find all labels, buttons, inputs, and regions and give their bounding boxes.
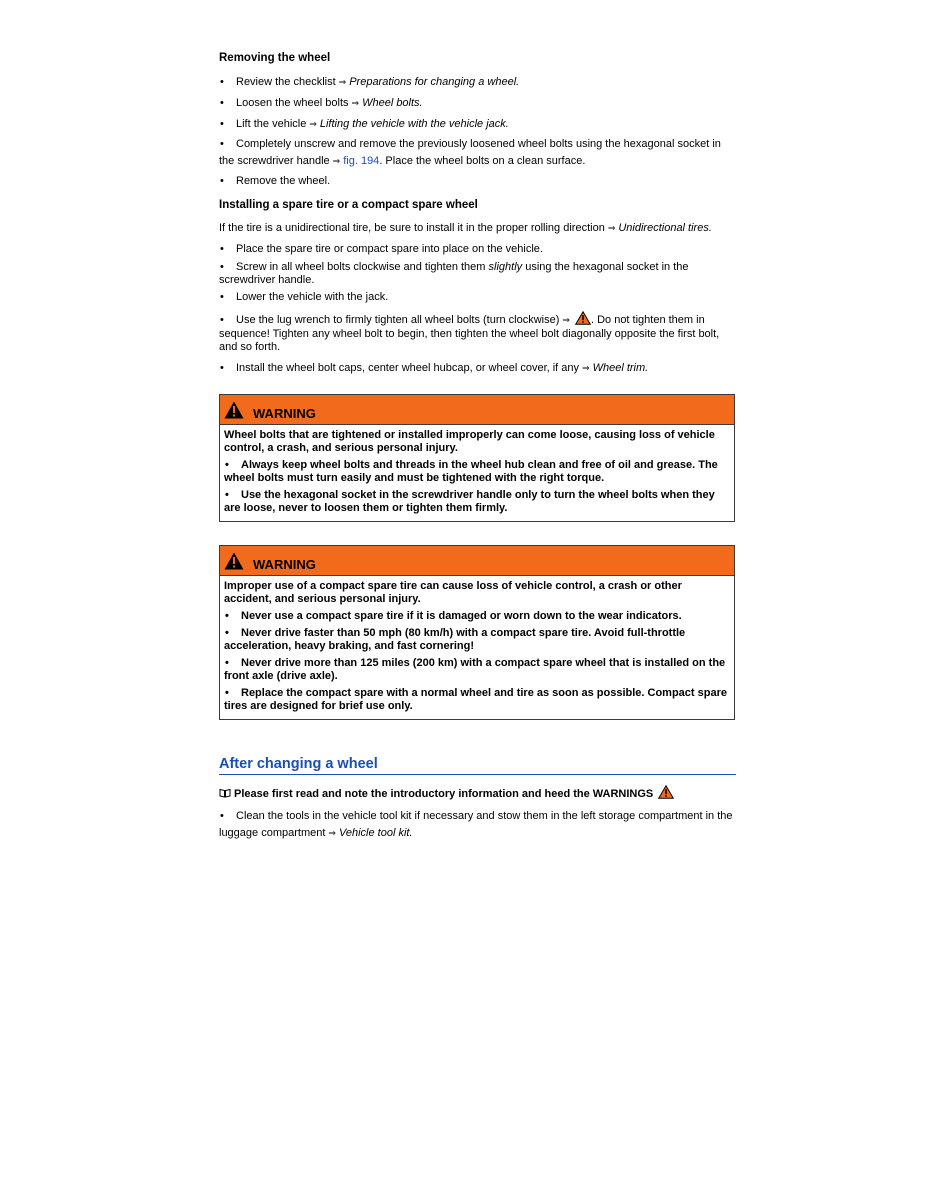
arrow-icon: ⇒ — [309, 120, 317, 130]
arrow-icon: ⇒ — [607, 224, 616, 234]
removing-heading: Removing the wheel — [219, 52, 331, 64]
read-note: Please first read and note the introductory information and heed the WARNINGS — [219, 785, 735, 801]
installing-heading: Installing a spare tire or a compact spare wheel — [219, 199, 478, 211]
warning-title: WARNING — [253, 405, 316, 421]
cross-reference: Preparations for changing a wheel. — [349, 76, 520, 88]
list-item: • Place the spare tire or compact spare into place on the vehicle. — [219, 243, 735, 256]
arrow-icon: ⇒ — [562, 316, 570, 326]
paragraph: If the tire is a unidirectional tire, be sure to install it in the proper rolling direction ⇒ Unidirectional tires. — [219, 222, 712, 234]
section-title: After changing a wheel — [219, 756, 736, 775]
list-item: • Install the wheel bolt caps, center wheel hubcap, or wheel cover, if any ⇒ Wheel trim. — [219, 362, 735, 376]
arrow-icon: ⇒ — [582, 364, 590, 374]
cross-reference: Lifting the vehicle with the vehicle jack. — [319, 118, 509, 130]
page-content — [219, 51, 735, 843]
list-item: • Remove the wheel. — [219, 175, 735, 188]
warning-bullet: • Never drive more than 125 miles (200 km) with a compact spare wheel that is installed on the front axle (drive axle). — [224, 657, 730, 683]
warning-box — [219, 545, 735, 720]
arrow-icon: ⇒ — [328, 829, 336, 839]
warning-lead: Wheel bolts that are tightened or installed improperly can come loose, causing loss of vehicle control, a crash, and serious personal injury. — [224, 429, 715, 454]
warning-bullet: • Replace the compact spare with a normal wheel and tire as soon as possible. Compact spare tires are designed for brief use only. — [224, 687, 730, 713]
list-item: • Lower the vehicle with the jack. — [219, 291, 735, 304]
warning-triangle-icon — [658, 785, 674, 799]
list-item: • Review the checklist ⇒ Preparations for changing a wheel. — [219, 76, 735, 90]
warning-header — [220, 395, 734, 425]
warning-title: WARNING — [253, 556, 316, 572]
warning-header — [220, 546, 734, 576]
arrow-icon: ⇒ — [351, 99, 360, 109]
list-item: • Clean the tools in the vehicle tool kit if necessary and stow them in the left storage compartment in the luggage compartment ⇒ Vehicle tool kit. — [219, 808, 735, 843]
arrow-icon: ⇒ — [332, 157, 341, 167]
warning-box — [219, 394, 735, 522]
cross-reference: Wheel bolts. — [362, 97, 423, 109]
list-item: • Lift the vehicle ⇒ Lifting the vehicle with the vehicle jack. — [219, 118, 735, 132]
warning-lead: Improper use of a compact spare tire can cause loss of vehicle control, a crash or other accident, and serious personal injury. — [224, 580, 682, 605]
list-item: • Loosen the wheel bolts ⇒ Wheel bolts. — [219, 97, 735, 111]
warning-bullet: • Never drive faster than 50 mph (80 km/h) with a compact spare tire. Avoid full-throttle acceleration, heavy braking, and fast cornering! — [224, 627, 730, 653]
arrow-icon: ⇒ — [338, 78, 347, 88]
cross-reference: Wheel trim. — [592, 362, 649, 374]
figure-link[interactable]: fig. 194 — [343, 155, 380, 167]
warning-bullet: • Always keep wheel bolts and threads in the wheel hub clean and free of oil and grease. The wheel bolts must turn easily and must be tightened with the right torque. — [224, 459, 730, 485]
warning-triangle-icon — [224, 401, 244, 419]
cross-reference: Unidirectional tires. — [618, 222, 712, 234]
book-icon — [219, 788, 231, 798]
cross-reference: Vehicle tool kit. — [338, 827, 413, 839]
warning-triangle-icon — [575, 311, 591, 325]
warning-body — [220, 576, 734, 719]
list-item: • Completely unscrew and remove the previously loosened wheel bolts using the hexagonal socket in the screwdriver handle ⇒ fig. 194. Place the wheel bolts on a clean surface. — [219, 136, 735, 171]
list-item: • Screw in all wheel bolts clockwise and tighten them slightly using the hexagonal socket in the screwdriver handle. — [219, 261, 735, 287]
list-item: • Use the lug wrench to firmly tighten all wheel bolts (turn clockwise) ⇒ . Do not tighten them in sequence! Tighten any wheel bolt to begin, then tighten the wheel bolt diagonally opposite the first bolt, and so forth. — [219, 311, 735, 354]
warning-triangle-icon — [224, 552, 244, 570]
warning-bullet: • Never use a compact spare tire if it is damaged or worn down to the wear indicators. — [224, 610, 730, 623]
warning-bullet: • Use the hexagonal socket in the screwdriver handle only to turn the wheel bolts when they are loose, never to loosen them or tighten them firmly. — [224, 489, 730, 515]
warning-body — [220, 425, 734, 521]
